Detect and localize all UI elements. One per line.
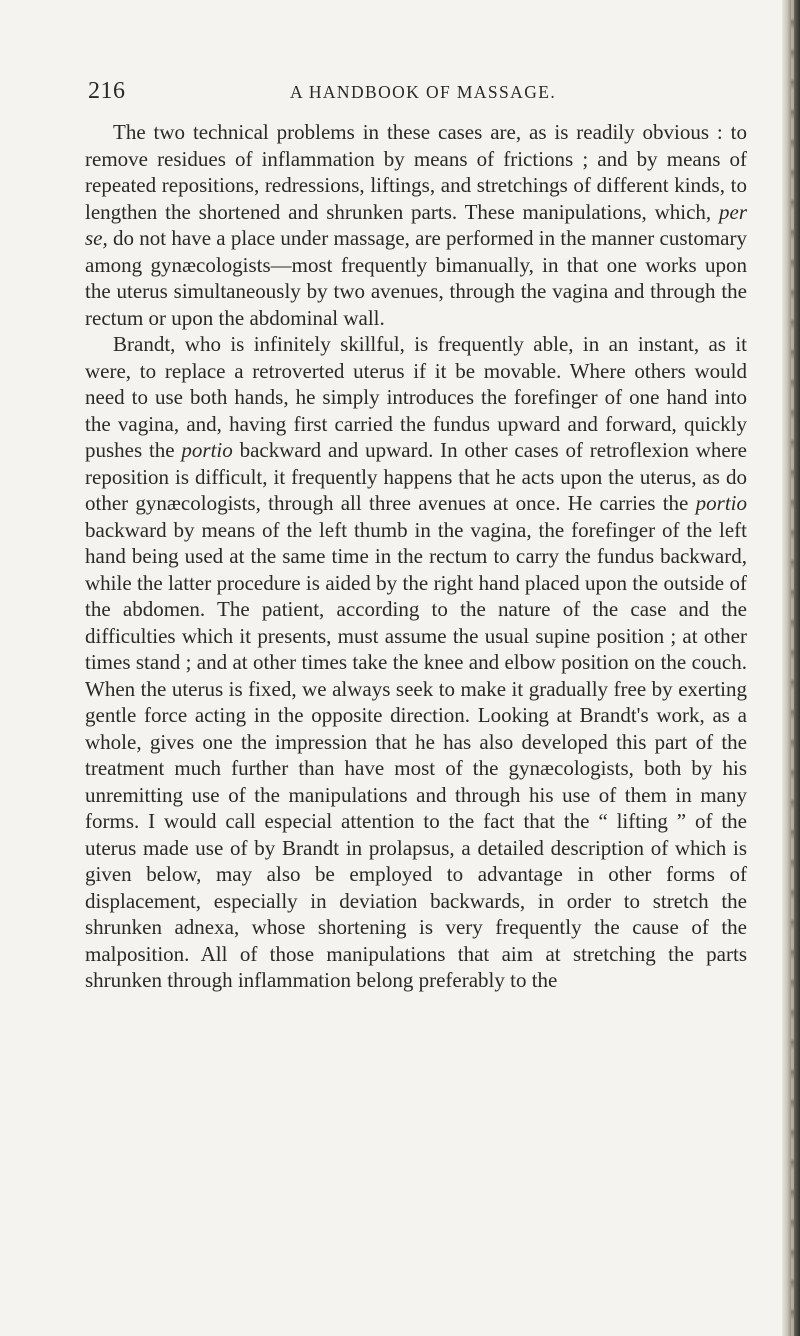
page-number: 216 [88,78,126,104]
running-title: A HANDBOOK OF MASSAGE. [290,82,557,102]
paragraph-2 [85,331,747,994]
page-edge-texture [791,0,794,1336]
paragraph-2-text-a: Brandt, who is infinitely skillful, is frequently able, in an instant, as it were, to replace a retroverted uterus if it be movable. Where others would need to use both hands, he simply introduces the forefinger of one hand into the vagina, and, having first carried the fundus upward and forward, quickly pushes the [85,332,747,462]
page-header [88,78,748,108]
italic-portio-1: portio [181,438,233,462]
paragraph-1 [85,119,747,331]
page-edge-shadow [782,0,800,1336]
italic-portio-2: portio [695,491,747,515]
body-text [85,119,747,994]
paragraph-1-text-b: do not have a place under massage, are performed in the manner customary among gynæcologists—most frequently bimanually, in that one works upon the uterus simultaneously by two avenues, through the vagina and through the rectum or upon the abdominal wall. [85,226,747,330]
paragraph-2-text-c: backward by means of the left thumb in the vagina, the forefinger of the left hand being used at the same time in the rectum to carry the fundus backward, while the latter procedure is aided by the right hand placed upon the outside of the abdomen. The patient, according to the nature of the case and the difficulties which it presents, must assume the usual supine position ; at other times stand ; and at other times take the knee and elbow position on the couch. When the uterus is fixed, we always seek to make it gradually free by exerting gentle force acting in the opposite direction. Looking at Brandt's work, as a whole, gives one the impression that he has also developed this part of the treatment much further than have most of the gynæcologists, both by his unremitting use of the manipulations and through his use of them in many forms. I would call especial attention to the fact that the “ lifting ” of the uterus made use of by Brandt in prolapsus, a detailed description of which is given below, may also be employed to advantage in other forms of displacement, especially in deviation backwards, in order to stretch the shrunken adnexa, whose shortening is very frequently the cause of the malposition. All of those manipulations that aim at stretching the parts shrunken through inflammation belong preferably to the [85,517,747,992]
paragraph-2-text-b: backward and upward. In other cases of retroflexion where reposition is difficult, it frequently happens that he acts upon the uterus, as do other gynæcologists, through all three avenues at once. He carries the [85,438,747,515]
paragraph-1-text-a: The two technical problems in these cases are, as is readily obvious : to remove residues of inflammation by means of frictions ; and by means of repeated repositions, redressions, liftings, and stretchings of different kinds, to lengthen the shortened and shrunken parts. These manipulations, which, [85,120,747,224]
italic-per-se: per se, [85,199,747,250]
